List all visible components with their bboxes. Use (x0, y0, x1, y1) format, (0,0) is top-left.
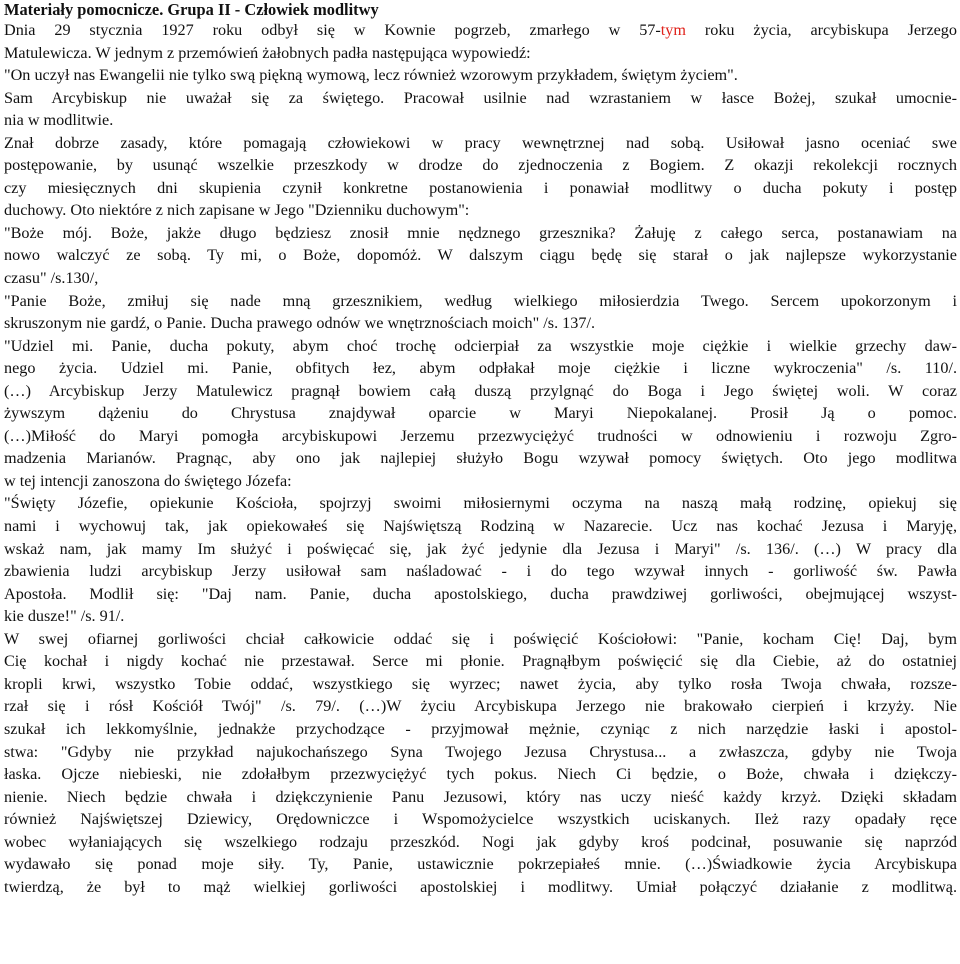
text-line-content: kie dusze!" /s. 91/. (4, 607, 125, 626)
text-line (4, 492, 957, 515)
text-line (4, 741, 957, 764)
text-line-content: nienie. Niech będzie chwała i dziękczynienie Panu Jezusowi, który nas uczy nieść każdy krzyż. Dzięki składam (4, 787, 957, 806)
text-line (4, 538, 957, 561)
text-line (4, 786, 957, 809)
text-line (4, 560, 957, 583)
text-line (4, 718, 957, 741)
text-line-content: kropli krwi, wszystko Tobie oddać, wszystkiego się wyrzec; nawet życia, aby tylko rosła Twoja chwała, rozsze- (4, 674, 957, 693)
text-line-content: czasu" /s.130/, (4, 269, 99, 288)
text-line (4, 335, 957, 358)
text-line-content: "On uczył nas Ewangelii nie tylko swą piękną wymową, lecz również wzorowym przykładem, świętym życiem". (4, 66, 738, 85)
text-line (4, 244, 957, 267)
text-line-content: Cię kochał i nigdy kochać nie przestawał. Serce mi płonie. Pragnąłbym poświęcić się dla Ciebie, aż do ostatniej (4, 652, 957, 671)
text-line-content: nowo walczyć ze sobą. Ty mi, o Boże, dopomóż. W dalszym ciągu będę się starał o jak najlepsze wykorzystanie (4, 246, 957, 265)
text-line (4, 853, 957, 876)
text-line-content: "Udziel mi. Panie, ducha pokuty, abym choć trochę odcierpiał za wszystkie moje ciężkie i wielkie grzechy daw- (4, 336, 957, 355)
text-line (4, 808, 957, 831)
text-line (4, 673, 957, 696)
text-line-content: (…)Miłość do Maryi pomogła arcybiskupowi Jerzemu przezwyciężyć trudności w odnowieniu i rozwoju Zgro- (4, 426, 957, 445)
text-line (4, 64, 957, 87)
text-line-content: nami i wychowuj tak, jak opiekowałeś się Najświętszą Rodziną w Nazarecie. Ucz nas kochać Jezusa i Maryję, (4, 517, 957, 536)
text-line-content: "Panie Boże, zmiłuj się nade mną grzesznikiem, według wielkiego miłosierdzia Twego. Sercem upokorzonym i (4, 291, 957, 310)
text-line (4, 109, 957, 132)
text-line (4, 650, 957, 673)
text-line-content: czy miesięcznych dni skupienia czynił konkretne postanowienia i ponawiał modlitwy o ducha pokuty i postęp (4, 178, 957, 197)
text-line-content: rzał się i rósł Kościół Twój" /s. 79/. (…)W życiu Arcybiskupa Jerzego nie brakowało cierpień i krzyży. Nie (4, 697, 957, 716)
text-line (4, 831, 957, 854)
text-line-content: duchowy. Oto niektóre z nich zapisane w Jego "Dzienniku duchowym": (4, 201, 470, 220)
text-line (4, 583, 957, 606)
text-line (4, 380, 957, 403)
text-line (4, 132, 957, 155)
text-line-content: twierdzą, że był to mąż wielkiej gorliwości apostolskiej i modlitwy. Umiał połączyć działanie z modlitwą. (4, 877, 957, 896)
text-line (4, 605, 957, 628)
text-line-content: Dnia 29 stycznia 1927 roku odbył się w Kownie pogrzeb, zmarłego w 57- (4, 21, 661, 39)
text-line-content: nego życia. Udziel mi. Panie, obfitych łez, abym odpłakał moje ciężkie i liczne wykroczenia" /s. 110/. (4, 359, 957, 378)
text-line-content: (…) Arcybiskup Jerzy Matulewicz pragnął bowiem całą duszą przylgnąć do Boga i Jego świętej woli. W coraz (4, 381, 957, 400)
text-line-content: łaska. Ojcze niebieski, nie zdołałbym przezwyciężyć tych pokus. Niech Ci będzie, o Boże, chwała i dziękczy- (4, 765, 957, 784)
text-line-content: stwa: "Gdyby nie przykład najukochańszego Syna Twojego Jezusa Chrystusa... a zwłaszcza, gdyby nie Twoja (4, 742, 957, 761)
text-line (4, 87, 957, 110)
text-line (4, 876, 957, 899)
text-line-content: żywszym dążeniu do Chrystusa znajdywał oparcie w Maryi Niepokalanej. Prosił Ją o pomoc. (4, 404, 957, 423)
document-page (4, 0, 957, 898)
text-line-content: Matulewicza. W jednym z przemówień żałobnych padła następująca wypowiedź: (4, 43, 531, 62)
text-line-content: wskaż nam, jak mamy Im służyć i poświęcać się, jak żyć jedynie dla Jezusa i Maryi" /s. 136/. (…) W pracy dla (4, 539, 957, 558)
text-line (4, 42, 957, 65)
text-line-content: szukał ich lekkomyślnie, jednakże przychodzące - przyjmował mężnie, czyniąc z nich narzędzie łaski i apostol- (4, 719, 957, 738)
text-line (4, 470, 957, 493)
text-line-content: "Święty Józefie, opiekunie Kościoła, spojrzyj swoimi miłosiernymi oczyma na naszą małą rodzinę, opiekuj się (4, 494, 957, 513)
text-line (4, 19, 957, 42)
text-line (4, 312, 957, 335)
text-line-content: również Najświętszej Dziewicy, Orędowniczce i Wspomożycielce wszystkich uciskanych. Ileż razy opadały ręce (4, 810, 957, 829)
text-line-content: "Boże mój. Boże, jakże długo będziesz znosił mnie nędznego grzesznika? Żałuję z całego serca, postanawiam na (4, 223, 957, 242)
text-line (4, 222, 957, 245)
text-line (4, 515, 957, 538)
text-line-content: Sam Arcybiskup nie uważał się za świętego. Pracował usilnie nad wzrastaniem w łasce Bożej, szukał umocnie- (4, 88, 957, 107)
text-line-content: w tej intencji zanoszona do świętego Józefa: (4, 471, 292, 490)
text-line-content: Apostoła. Modlił się: "Daj nam. Panie, ducha apostolskiego, ducha prawdziwej gorliwości, obejmującej wszyst- (4, 584, 957, 603)
text-line-content: wobec wyłaniających się wszelkiego rodzaju przeszkód. Nogi jak gdyby kroś podcinał, posuwanie się naprzód (4, 832, 957, 851)
text-line (4, 154, 957, 177)
highlighted-text: tym (660, 21, 686, 39)
text-line (4, 628, 957, 651)
text-line-content: skruszonym nie gardź, o Panie. Ducha prawego odnów we wnętrznościach moich" /s. 137/. (4, 314, 596, 333)
text-line-content: Znał dobrze zasady, które pomagają człowiekowi w pracy wewnętrznej nad sobą. Usiłował jasno oceniać swe (4, 133, 957, 152)
text-line (4, 425, 957, 448)
text-line (4, 763, 957, 786)
text-line (4, 199, 957, 222)
text-line (4, 357, 957, 380)
text-line (4, 267, 957, 290)
text-line-content: nia w modlitwie. (4, 111, 114, 130)
text-line (4, 695, 957, 718)
text-line (4, 290, 957, 313)
text-line-content: postępowanie, by usunąć wszelkie przeszkody w drodze do zjednoczenia z Bogiem. Z okazji rekolekcji rocznych (4, 156, 957, 175)
document-heading: Materiały pomocnicze. Grupa II - Człowiek modlitwy (4, 0, 379, 19)
text-line (4, 402, 957, 425)
text-line-content: zbawienia ludzi arcybiskup Jerzy usiłował sam naśladować - i do tego wzywał innych - gorliwość św. Pawła (4, 562, 957, 581)
text-line-content: roku życia, arcybiskupa Jerzego (685, 21, 957, 39)
text-line-content: madzenia Marianów. Pragnąc, aby ono jak najlepiej służyło Bogu wzywał pomocy świętych. Oto jego modlitwa (4, 449, 957, 468)
document-body (4, 19, 957, 898)
text-line (4, 177, 957, 200)
text-line-content: W swej ofiarnej gorliwości chciał całkowicie oddać się i poświęcić Kościołowi: "Panie, kocham Cię! Daj, bym (4, 629, 957, 648)
text-line (4, 447, 957, 470)
text-line-content: wydawało się ponad moje siły. Ty, Panie, ustawicznie pokrzepiałeś mnie. (…)Świadkowie życia Arcybiskupa (4, 855, 957, 874)
